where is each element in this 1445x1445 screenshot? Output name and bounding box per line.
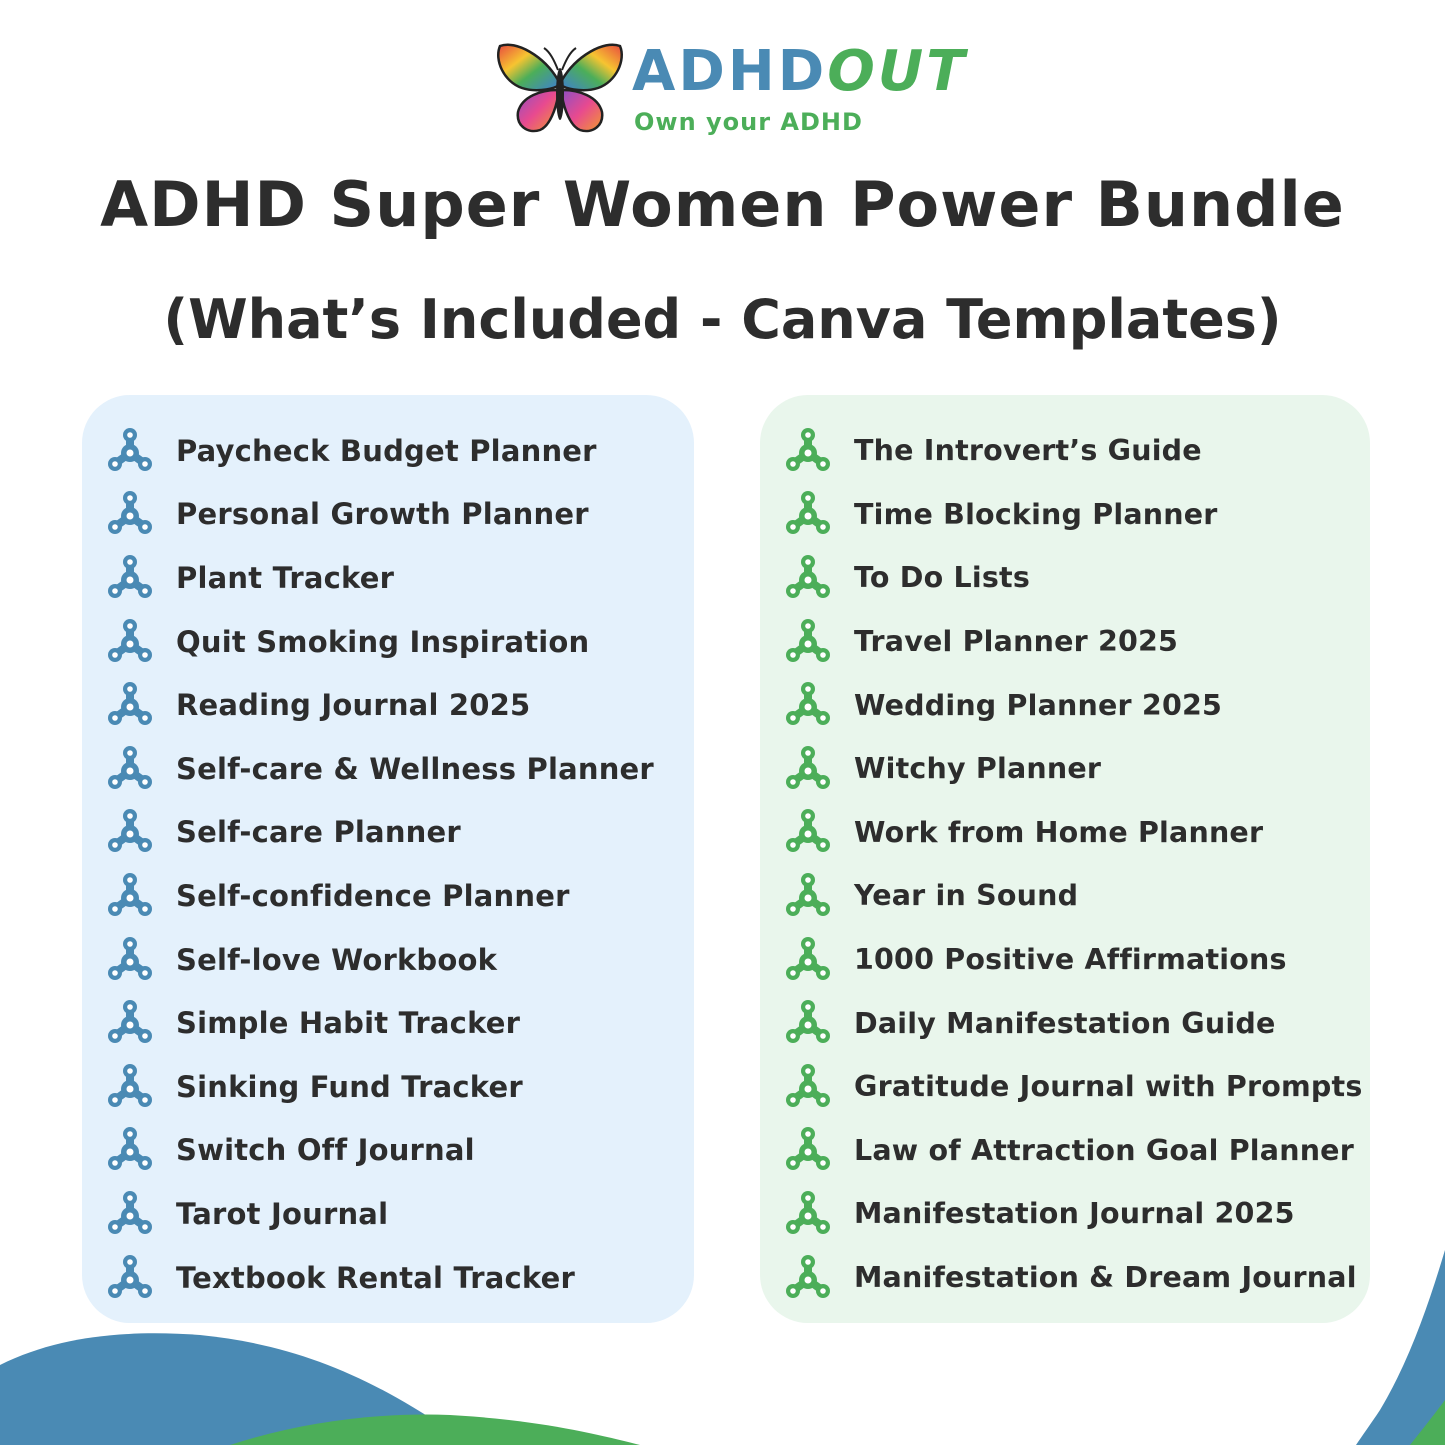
list-item-label: Self-confidence Planner	[176, 878, 570, 913]
fidget-spinner-icon	[784, 618, 832, 666]
list-item	[106, 864, 686, 928]
list-item-label: Wedding Planner 2025	[854, 688, 1223, 722]
list-item-label: Law of Attraction Goal Planner	[854, 1133, 1354, 1167]
fidget-spinner-icon	[106, 427, 154, 475]
list-item-label: The Introvert’s Guide	[854, 434, 1202, 468]
right-list-panel	[760, 395, 1370, 1323]
list-item	[784, 991, 1362, 1055]
list-item	[106, 801, 686, 865]
list-item-label: Gratitude Journal with Prompts	[854, 1070, 1363, 1104]
brand-logo	[494, 38, 968, 142]
list-item-label: Self-love Workbook	[176, 942, 498, 977]
fidget-spinner-icon	[784, 1063, 832, 1111]
list-item	[106, 419, 686, 483]
left-template-list	[106, 419, 686, 1309]
decorative-waves	[0, 1240, 1445, 1445]
fidget-spinner-icon	[784, 681, 832, 729]
brand-tagline: Own your ADHD	[634, 108, 863, 136]
list-item	[106, 483, 686, 547]
list-item	[106, 1119, 686, 1183]
page-subtitle: (What’s Included - Canva Templates)	[163, 288, 1282, 351]
list-item	[106, 673, 686, 737]
fidget-spinner-icon	[106, 872, 154, 920]
list-item-label: Time Blocking Planner	[854, 497, 1218, 531]
fidget-spinner-icon	[106, 936, 154, 984]
brand-name-part1: ADHD	[632, 39, 828, 104]
list-item	[784, 1119, 1362, 1183]
left-list-panel	[82, 395, 694, 1323]
fidget-spinner-icon	[784, 1190, 832, 1238]
list-item	[106, 546, 686, 610]
list-item-label: Witchy Planner	[854, 752, 1102, 786]
list-item-label: Year in Sound	[854, 879, 1079, 913]
list-item	[784, 673, 1362, 737]
fidget-spinner-icon	[784, 999, 832, 1047]
list-item-label: Self-care & Wellness Planner	[176, 751, 654, 786]
list-item-label: Daily Manifestation Guide	[854, 1006, 1276, 1040]
list-item-label: To Do Lists	[854, 561, 1030, 595]
list-item-label: 1000 Positive Affirmations	[854, 943, 1287, 977]
list-item	[784, 1055, 1362, 1119]
fidget-spinner-icon	[106, 618, 154, 666]
list-item	[784, 610, 1362, 674]
list-item-label: Sinking Fund Tracker	[176, 1069, 523, 1104]
list-item-label: Manifestation Journal 2025	[854, 1197, 1295, 1231]
list-item	[106, 1182, 686, 1246]
fidget-spinner-icon	[784, 745, 832, 793]
right-template-list	[784, 419, 1362, 1309]
fidget-spinner-icon	[784, 427, 832, 475]
list-item	[784, 928, 1362, 992]
list-item-label: Tarot Journal	[176, 1196, 389, 1231]
list-item-label: Plant Tracker	[176, 560, 395, 595]
fidget-spinner-icon	[784, 1126, 832, 1174]
fidget-spinner-icon	[106, 1190, 154, 1238]
list-item	[784, 419, 1362, 483]
page-title: ADHD Super Women Power Bundle	[100, 168, 1345, 241]
list-item-label: Work from Home Planner	[854, 815, 1264, 849]
fidget-spinner-icon	[784, 872, 832, 920]
list-item	[106, 991, 686, 1055]
fidget-spinner-icon	[106, 808, 154, 856]
list-item	[106, 928, 686, 992]
fidget-spinner-icon	[784, 936, 832, 984]
list-item	[784, 737, 1362, 801]
list-item-label: Self-care Planner	[176, 815, 461, 850]
brand-name	[632, 39, 968, 104]
list-item	[106, 1055, 686, 1119]
list-item-label: Travel Planner 2025	[854, 625, 1179, 659]
list-item	[106, 610, 686, 674]
list-item	[784, 864, 1362, 928]
fidget-spinner-icon	[106, 554, 154, 602]
list-item	[784, 546, 1362, 610]
fidget-spinner-icon	[106, 490, 154, 538]
list-item-label: Simple Habit Tracker	[176, 1006, 521, 1041]
list-item	[784, 483, 1362, 547]
list-item-label: Personal Growth Planner	[176, 497, 589, 532]
list-item-label: Quit Smoking Inspiration	[176, 624, 590, 659]
fidget-spinner-icon	[106, 1126, 154, 1174]
fidget-spinner-icon	[784, 490, 832, 538]
fidget-spinner-icon	[106, 999, 154, 1047]
list-item-label: Paycheck Budget Planner	[176, 433, 597, 468]
fidget-spinner-icon	[106, 1063, 154, 1111]
fidget-spinner-icon	[106, 745, 154, 793]
list-item	[106, 737, 686, 801]
fidget-spinner-icon	[784, 554, 832, 602]
list-item-label: Manifestation & Dream Journal	[854, 1261, 1357, 1295]
list-item	[784, 1182, 1362, 1246]
fidget-spinner-icon	[106, 681, 154, 729]
fidget-spinner-icon	[784, 808, 832, 856]
butterfly-icon	[494, 38, 626, 138]
list-item-label: Switch Off Journal	[176, 1133, 475, 1168]
list-item-label: Reading Journal 2025	[176, 688, 531, 723]
list-item-label: Textbook Rental Tracker	[176, 1260, 576, 1295]
list-item	[784, 801, 1362, 865]
brand-name-part2: OUT	[827, 39, 968, 104]
